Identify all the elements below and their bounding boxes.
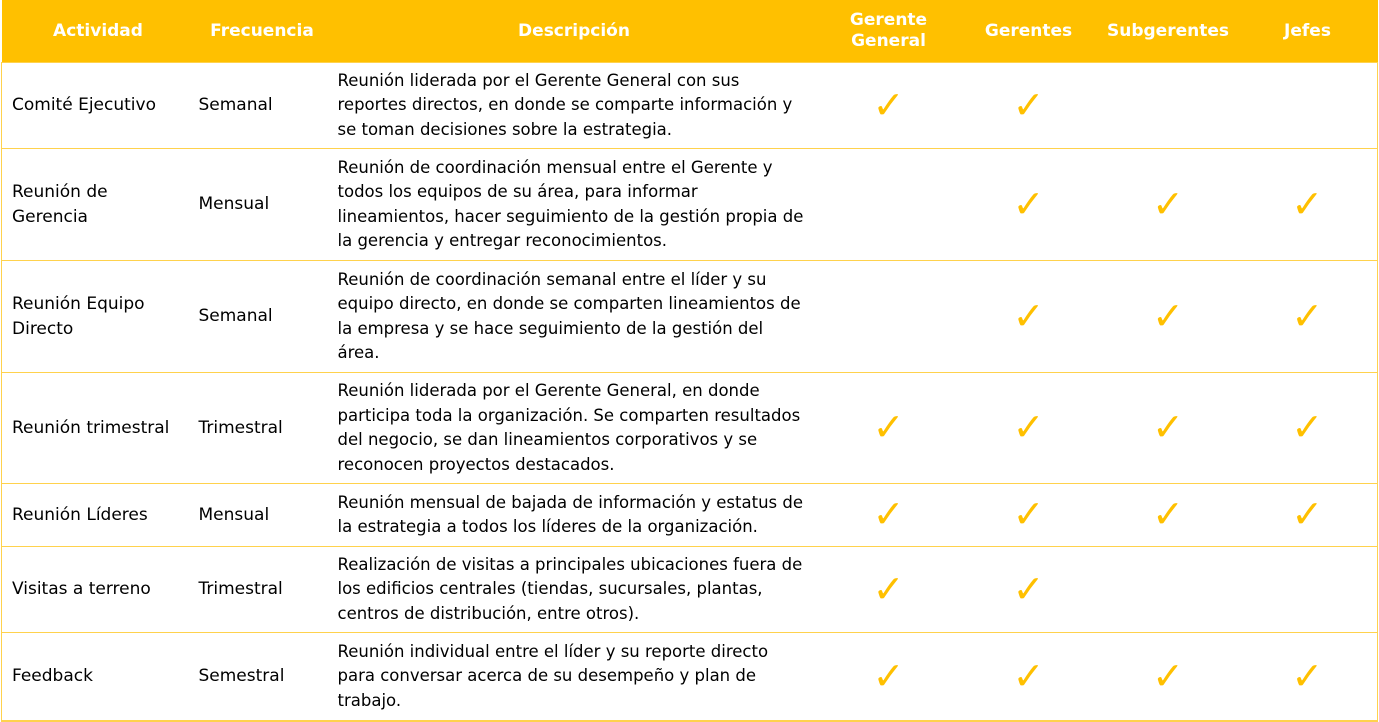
table-row: [2, 149, 1378, 261]
check-cell-subgerentes: [1099, 63, 1238, 149]
check-icon: ✓: [1152, 653, 1184, 698]
check-cell-jefes: [1238, 149, 1378, 261]
header-subgerentes: Subgerentes: [1099, 0, 1238, 63]
table-row: [2, 373, 1378, 484]
frecuencia-cell: Semanal: [195, 63, 330, 149]
check-cell-gerentes: [959, 149, 1099, 261]
check-cell-subgerentes: [1099, 149, 1238, 261]
frecuencia-cell: Trimestral: [195, 373, 330, 484]
check-icon: ✓: [872, 405, 905, 450]
check-icon: ✓: [872, 492, 905, 537]
check-icon: ✓: [1012, 566, 1045, 611]
check-cell-gerentes: [959, 373, 1099, 484]
frecuencia-cell: Semestral: [195, 633, 330, 721]
check-cell-subgerentes: [1099, 484, 1238, 547]
frecuencia-cell: Mensual: [195, 149, 330, 261]
header-frecuencia: Frecuencia: [195, 0, 330, 63]
check-icon: ✓: [872, 653, 905, 698]
descripcion-cell: Reunión mensual de bajada de información y estatus de la estrategia a todos los líderes de la organización.: [330, 484, 819, 547]
check-icon: ✓: [872, 566, 905, 611]
check-cell-jefes: [1238, 484, 1378, 547]
check-icon: ✓: [1012, 653, 1045, 698]
actividad-cell: Reunión trimestral: [2, 373, 195, 484]
check-cell-gerente-general: [819, 484, 959, 547]
check-cell-subgerentes: [1099, 373, 1238, 484]
check-cell-gerentes: [959, 261, 1099, 373]
descripcion-cell: Realización de visitas a principales ubicaciones fuera de los edificios centrales (tiendas, sucursales, plantas, centros de distribución, entre otros).: [330, 547, 819, 633]
check-icon: ✓: [1012, 405, 1045, 450]
check-icon: ✓: [1152, 181, 1184, 226]
check-cell-subgerentes: [1099, 633, 1238, 721]
check-cell-gerente-general: [819, 149, 959, 261]
check-icon: ✓: [1291, 492, 1324, 537]
actividad-cell: Visitas a terreno: [2, 547, 195, 633]
check-cell-subgerentes: [1099, 261, 1238, 373]
table-row: [2, 484, 1378, 547]
actividad-cell: Reunión Equipo Directo: [2, 261, 195, 373]
descripcion-cell: Reunión liderada por el Gerente General, en donde participa toda la organización. Se comparten resultados del negocio, se dan lineamientos corporativos y se reconocen proyectos destacados.: [330, 373, 819, 484]
descripcion-cell: Reunión de coordinación semanal entre el líder y su equipo directo, en donde se comparten lineamientos de la empresa y se hace seguimiento de la gestión del área.: [330, 261, 819, 373]
check-icon: ✓: [1152, 405, 1184, 450]
header-descripcion: Descripción: [330, 0, 819, 63]
descripcion-cell: Reunión de coordinación mensual entre el Gerente y todos los equipos de su área, para informar lineamientos, hacer seguimiento de la gestión propia de la gerencia y entregar reconocimientos.: [330, 149, 819, 261]
header-gerente-general: Gerente General: [819, 0, 959, 63]
check-cell-gerente-general: [819, 633, 959, 721]
check-icon: ✓: [1012, 181, 1045, 226]
check-icon: ✓: [1291, 405, 1324, 450]
table-row: [2, 63, 1378, 149]
frecuencia-cell: Mensual: [195, 484, 330, 547]
check-icon: ✓: [1291, 653, 1324, 698]
check-cell-gerentes: [959, 633, 1099, 721]
check-cell-subgerentes: [1099, 547, 1238, 633]
check-icon: ✓: [1152, 492, 1184, 537]
table-body: [2, 63, 1378, 721]
check-cell-gerente-general: [819, 261, 959, 373]
check-cell-gerente-general: [819, 373, 959, 484]
check-cell-gerentes: [959, 484, 1099, 547]
check-cell-jefes: [1238, 261, 1378, 373]
check-cell-gerentes: [959, 63, 1099, 149]
check-icon: ✓: [872, 82, 905, 127]
check-icon: ✓: [1152, 293, 1184, 338]
actividad-cell: Feedback: [2, 633, 195, 721]
check-cell-gerente-general: [819, 63, 959, 149]
check-cell-gerentes: [959, 547, 1099, 633]
table-row: [2, 547, 1378, 633]
check-icon: ✓: [1012, 492, 1045, 537]
frecuencia-cell: Semanal: [195, 261, 330, 373]
header-jefes: Jefes: [1238, 0, 1378, 63]
check-cell-jefes: [1238, 63, 1378, 149]
check-cell-jefes: [1238, 547, 1378, 633]
header-actividad: Actividad: [2, 0, 195, 63]
check-cell-gerente-general: [819, 547, 959, 633]
check-icon: ✓: [1291, 181, 1324, 226]
header-row: [2, 0, 1378, 63]
meetings-table: [1, 0, 1378, 722]
actividad-cell: Reunión de Gerencia: [2, 149, 195, 261]
actividad-cell: Comité Ejecutivo: [2, 63, 195, 149]
check-cell-jefes: [1238, 373, 1378, 484]
frecuencia-cell: Trimestral: [195, 547, 330, 633]
table-row: [2, 633, 1378, 721]
check-icon: ✓: [1012, 82, 1045, 127]
header-gerentes: Gerentes: [959, 0, 1099, 63]
check-cell-jefes: [1238, 633, 1378, 721]
descripcion-cell: Reunión liderada por el Gerente General con sus reportes directos, en donde se comparte información y se toman decisiones sobre la estrategia.: [330, 63, 819, 149]
check-icon: ✓: [1012, 293, 1045, 338]
table-row: [2, 261, 1378, 373]
check-icon: ✓: [1291, 293, 1324, 338]
actividad-cell: Reunión Líderes: [2, 484, 195, 547]
descripcion-cell: Reunión individual entre el líder y su reporte directo para conversar acerca de su desempeño y plan de trabajo.: [330, 633, 819, 721]
